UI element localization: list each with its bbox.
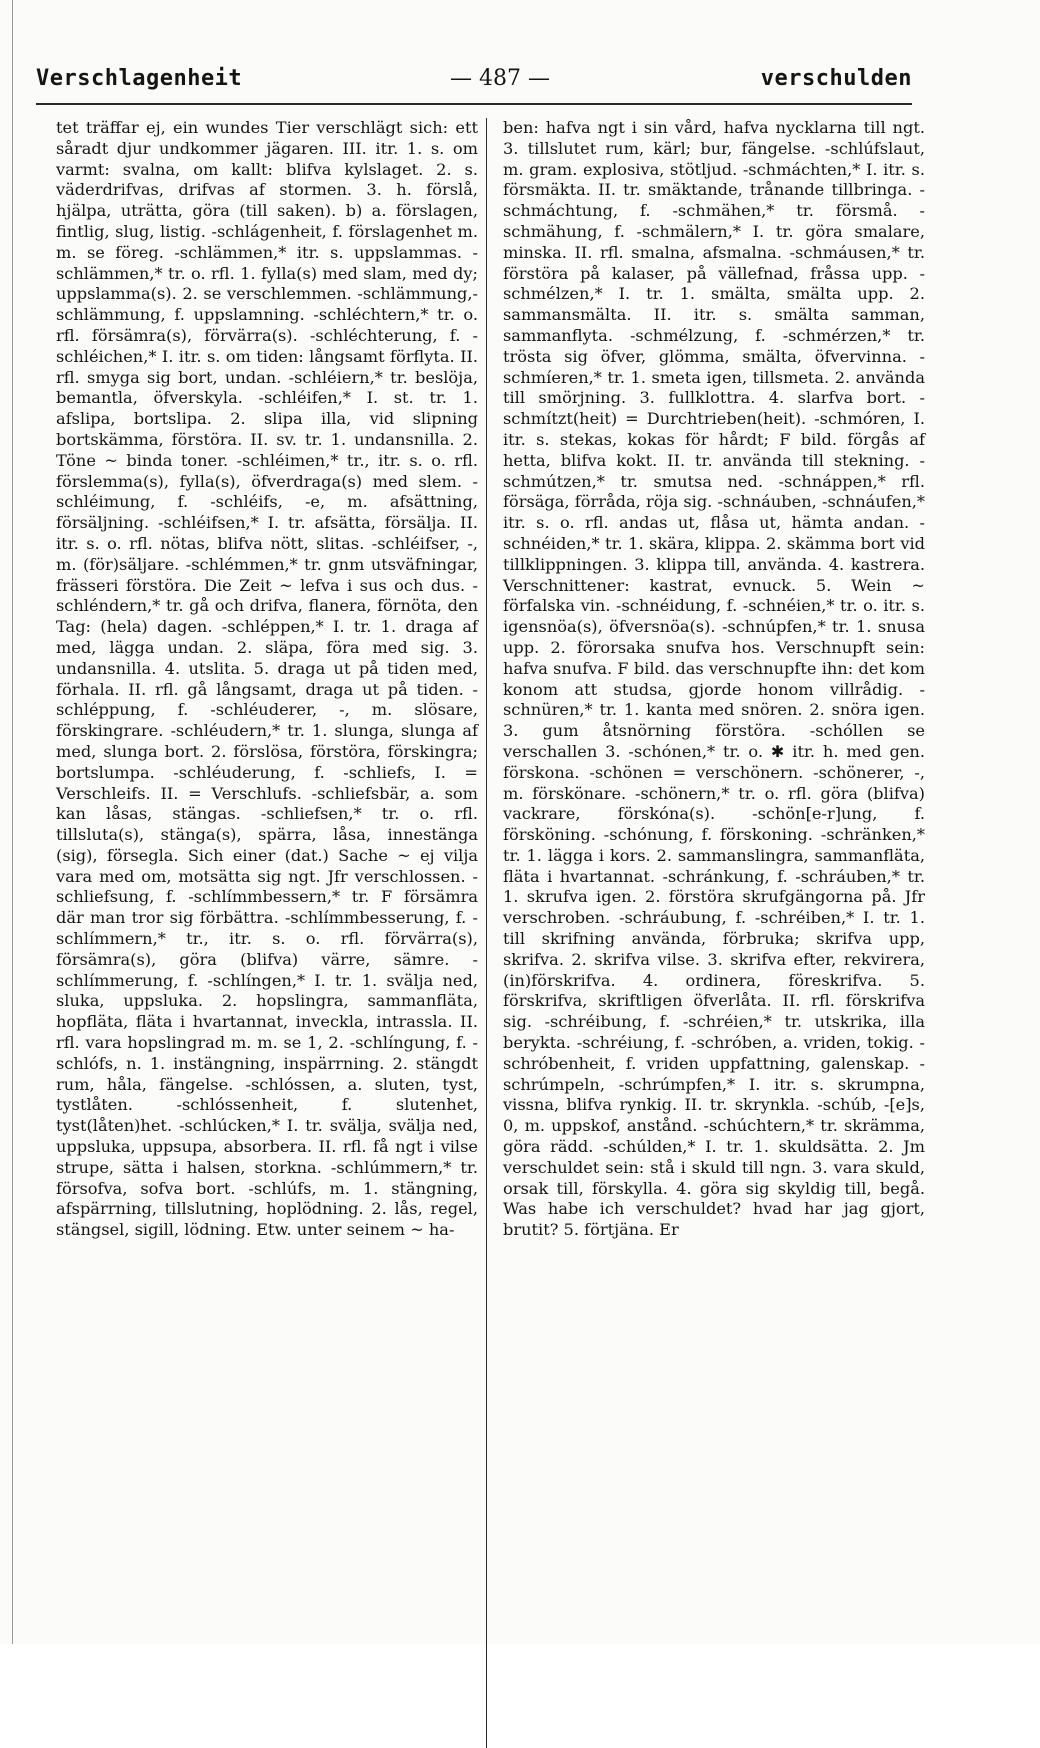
header-rule xyxy=(36,103,912,105)
page-header xyxy=(36,66,912,96)
left-column xyxy=(56,118,478,1358)
header-right-guide-word: verschulden xyxy=(760,66,912,91)
page-number: — 487 — xyxy=(450,66,550,91)
column-divider xyxy=(486,118,487,1748)
left-column-text: tet träffar ej, ein wundes Tier verschlägt sich: ett såradt djur undkommer jägaren. III. itr. 1. s. om varmt: svalna, om kallt: blifva kylslaget. 2. s. väderdrifvas, drifvas af stormen. 3. h. förslå, hjälpa, uträtta, göra (till saken). b) a. förslagen, fintlig, slug, listig. -schlágenheit, f. förslagenhet m. m. se föreg. -schlämmen,* itr. s. uppslammas. -schlämmen,* tr. o. rfl. 1. fylla(s) med slam, med dy; uppslamma(s). 2. se verschlemmen. -schlämmung,-schlämmung, f. uppslamning. -schléchtern,* tr. o. rfl. försämra(s), förvärra(s). -schléchterung, f. -schléichen,* I. itr. s. om tiden: långsamt förflyta. II. rfl. smyga sig bort, undan. -schléiern,* tr. beslöja, bemantla, öfverskyla. -schléifen,* I. st. tr. 1. afslipa, bortslipa. 2. slipa illa, vid slipning bortskämma, förstöra. II. sv. tr. 1. undansnilla. 2. Töne ~ binda toner. -schléimen,* tr., itr. s. o. rfl. förslemma(s), fylla(s), öfverdraga(s) med slem. -schléimung, f. -schléifs, -e, m. afsättning, försäljning. -schléifsen,* I. tr. afsätta, försälja. II. itr. s. o. rfl. nötas, blifva nött, slitas. -schléifser, -, m. (för)säljare. -schlémmen,* tr. gnm utsväfningar, frässeri förstöra. Die Zeit ~ lefva i sus och dus. -schléndern,* tr. gå och drifva, flanera, förnöta, den Tag: (hela) dagen. -schléppen,* I. tr. 1. draga af med, lägga undan. 2. släpa, föra med sig. 3. undansnilla. 4. utslita. 5. draga ut på tiden med, förhala. II. rfl. gå långsamt, draga ut på tiden. -schléppung, f. -schléuderer, -, m. slösare, förskingrare. -schléudern,* tr. 1. slunga, slunga af med, slunga bort. 2. förslösa, förstöra, förskingra; bortslumpa. -schléuderung, f. -schliefs, I. = Verschleifs. II. = Verschlufs. -schliefsbär, a. som kan låsas, stängas. -schliefsen,* tr. o. rfl. tillsluta(s), stänga(s), spärra, låsa, innestänga (sig), försegla. Sich einer (dat.) Sache ~ ej vilja vara med om, motsätta sig ngt. Jfr verschlossen. -schliefsung, f. -schlímmbessern,* tr. F försämra där man tror sig förbättra. -schlímmbesserung, f. -schlímmern,* tr., itr. s. o. rfl. förvärra(s), försämra(s), göra (blifva) värre, sämre. -schlímmerung, f. -schlíngen,* I. tr. 1. svälja ned, sluka, uppsluka. 2. hopslingra, sammanfläta, hopfläta, fläta i hvartannat, inveckla, intrassla. II. rfl. vara hopslingrad m. m. se 1, 2. -schlíngung, f. -schlófs, n. 1. instängning, inspärrning. 2. stängdt rum, håla, fängelse. -schlóssen, a. sluten, tyst, tystlåten. -schlóssenheit, f. slutenhet, tyst(låten)het. -schlúcken,* I. tr. svälja, svälja ned, uppsluka, uppsupa, absorbera. II. rfl. få ngt i vilse strupe, sätta i halsen, storkna. -schlúmmern,* tr. försofva, sofva bort. -schlúfs, m. 1. stängning, afspärrning, tillslutning, hoplödning. 2. lås, regel, stängsel, sigill, lödning. Etw. unter seinem ~ ha- xyxy=(56,118,478,1240)
scan-edge-line xyxy=(12,0,13,1644)
right-column xyxy=(503,118,925,1358)
header-left-guide-word: Verschlagenheit xyxy=(36,66,243,91)
right-column-text: ben: hafva ngt i sin vård, hafva nycklarna till ngt. 3. tillslutet rum, kärl; bur, fängelse. -schlúfslaut, m. gram. explosiva, stötljud. -schmáchten,* I. itr. s. försmäkta. II. tr. smäktande, trånande tillbringa. -schmáchtung, f. -schmähen,* tr. försmå. -schmähung, f. -schmälern,* I. tr. göra smalare, minska. II. rfl. smalna, afsmalna. -schmáusen,* tr. förstöra på kalaser, på vällefnad, fråssa upp. -schmélzen,* I. tr. 1. smälta, smälta upp. 2. sammansmälta. II. itr. s. smälta samman, sammanflyta. -schmélzung, f. -schmérzen,* tr. trösta sig öfver, glömma, smälta, öfvervinna. -schmíeren,* tr. 1. smeta igen, tillsmeta. 2. använda till smörjning. 3. fullklottra. 4. slarfva bort. -schmítzt(heit) = Durchtrieben(heit). -schmóren, I. itr. s. stekas, kokas för hårdt; F bild. förgås af hetta, blifva kokt. II. tr. använda till stekning. -schmútzen,* tr. smutsa ned. -schnáppen,* rfl. försäga, förråda, röja sig. -schnáuben, -schnáufen,* itr. s. o. rfl. andas ut, flåsa ut, hämta andan. -schnéiden,* tr. 1. skära, klippa. 2. skämma bort vid tillklippningen. 3. klippa till, använda. 4. kastrera. Verschnittener: kastrat, evnuck. 5. Wein ~ förfalska vin. -schnéidung, f. -schnéien,* tr. o. itr. s. igensnöa(s), öfversnöa(s). -schnúpfen,* tr. 1. snusa upp. 2. förorsaka snufva hos. Verschnupft sein: hafva snufva. F bild. das verschnupfte ihn: det kom konom att studsa, gjorde honom villrådig. -schnüren,* tr. 1. kanta med snören. 2. snöra igen. 3. gum åtsnörning förstöra. -schóllen se verschallen 3. -schónen,* tr. o. ✱ itr. h. med gen. förskona. -schönen = verschönern. -schönerer, -, m. förskönare. -schönern,* tr. o. rfl. göra (blifva) vackrare, förskóna(s). -schön[e-r]ung, f. försköning. -schónung, f. förskoning. -schränken,* tr. 1. lägga i kors. 2. sammanslingra, sammanfläta, fläta i hvartannat. -schránkung, f. -schráuben,* tr. 1. skrufva igen. 2. förstöra skrufgängorna på. Jfr verschroben. -schráubung, f. -schréiben,* I. tr. 1. till skrifning använda, förbruka; skrifva upp, skrifva. 2. skrifva vilse. 3. skrifva efter, rekvirera, (in)förskrifva. 4. ordinera, föreskrifva. 5. förskrifva, skriftligen öfverlåta. II. rfl. förskrifva sig. -schréibung, f. -schréien,* tr. utskrika, illa berykta. -schréiung, f. -schróben, a. vriden, tokig. -schróbenheit, f. vriden uppfattning, galenskap. -schrúmpeln, -schrúmpfen,* I. itr. s. skrumpna, vissna, blifva rynkig. II. tr. skrynkla. -schúb, -[e]s, 0, m. uppskof, anstånd. -schúchtern,* tr. skrämma, göra rädd. -schúlden,* I. tr. 1. skuldsätta. 2. Jm verschuldet sein: stå i skuld till ngn. 3. vara skuld, orsak till, förskylla. 4. göra sig skyldig till, begå. Was habe ich verschuldet? hvad har jag gjort, brutit? 5. förtjäna. Er xyxy=(503,118,925,1240)
